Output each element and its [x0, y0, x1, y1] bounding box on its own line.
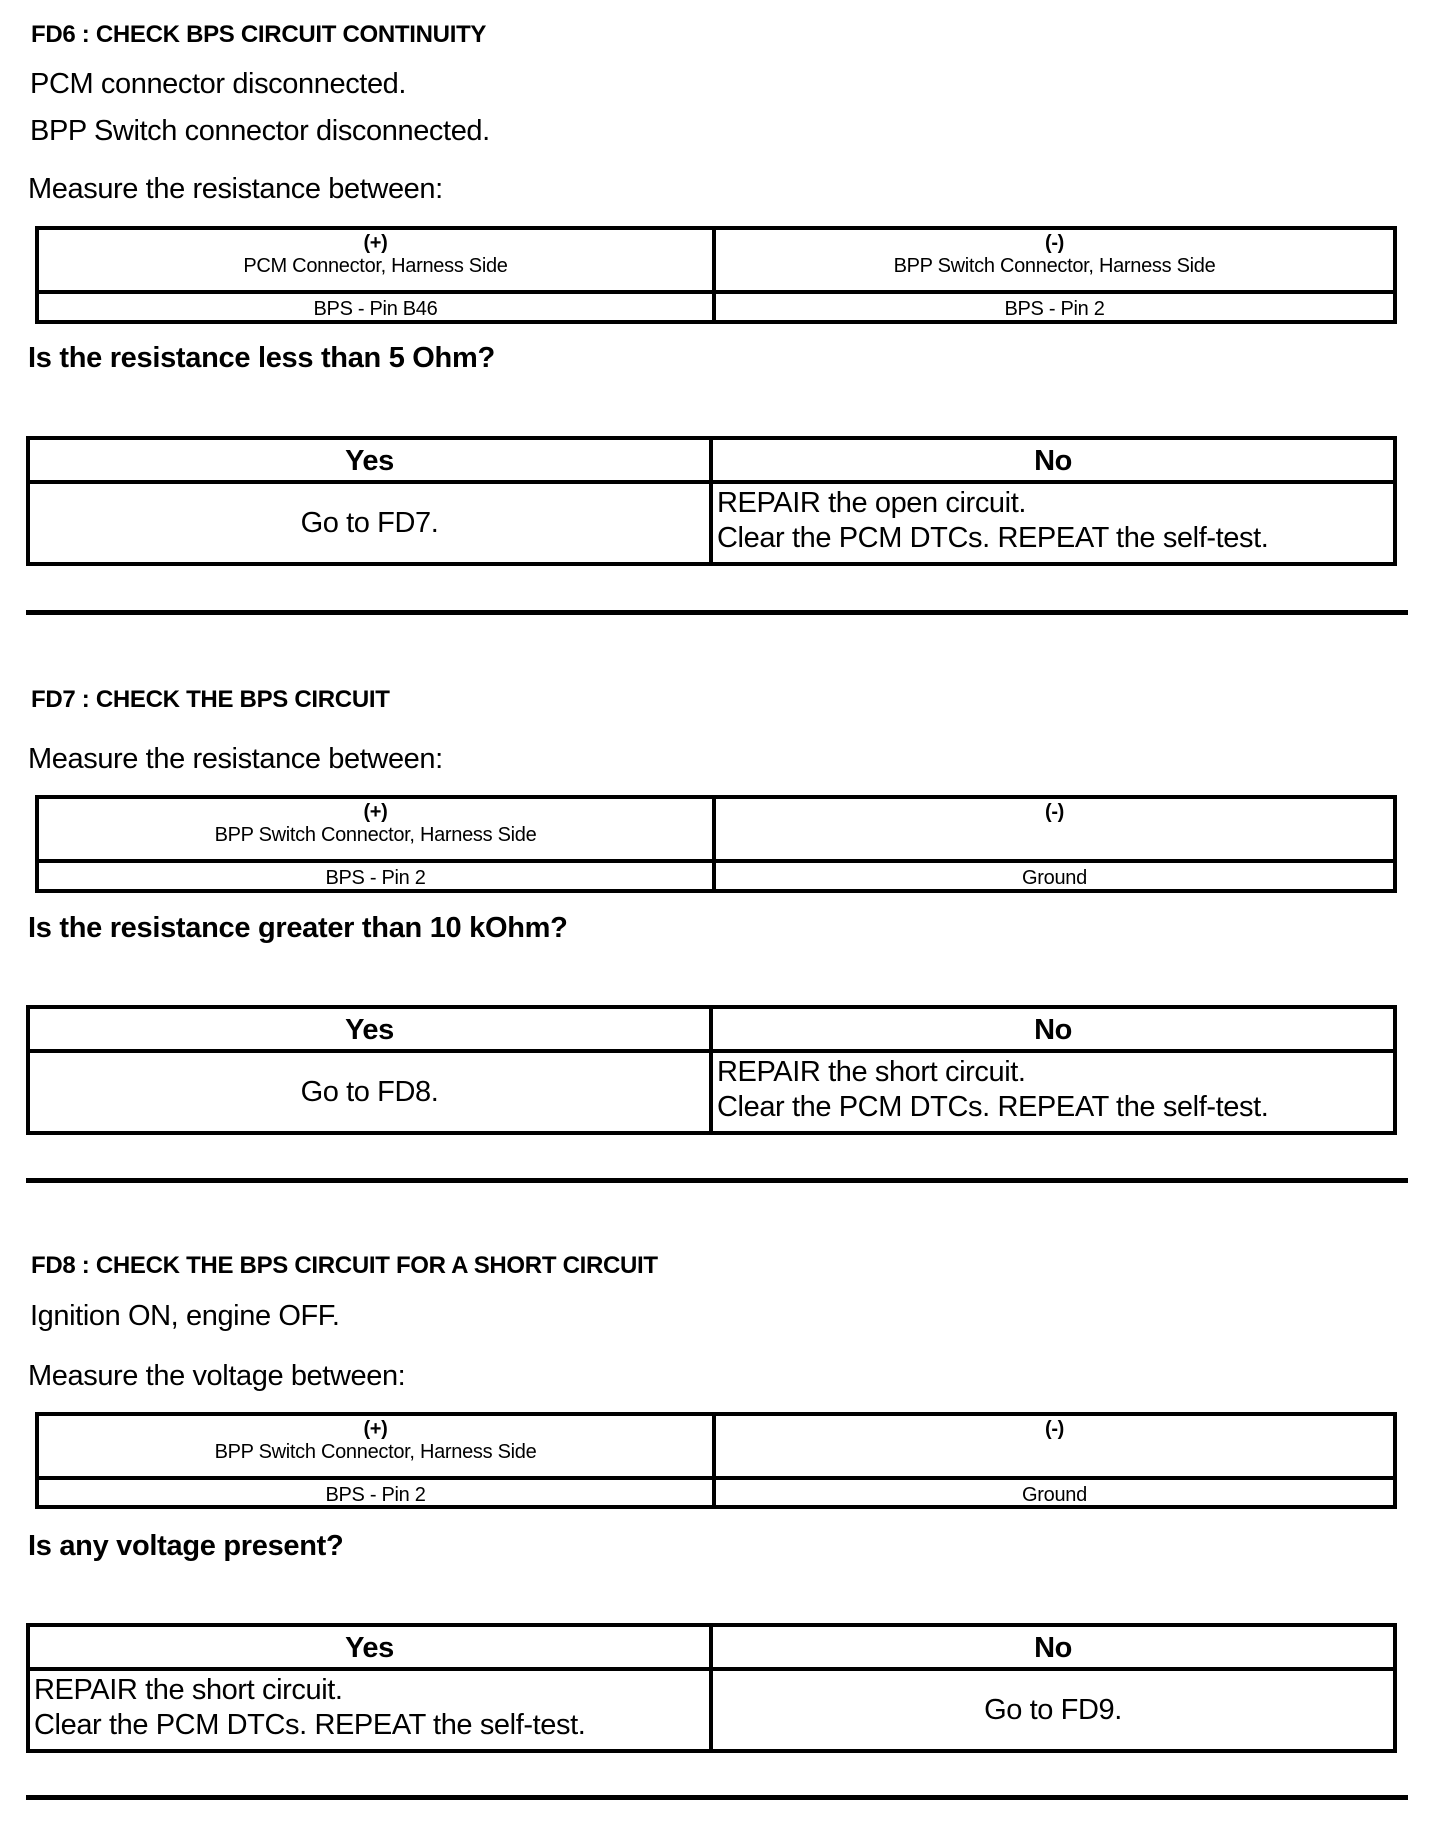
- result-body-row: [30, 1049, 1393, 1131]
- yes-header: Yes: [30, 440, 713, 480]
- negative-sign: (-): [1044, 801, 1065, 823]
- no-header: No: [1034, 445, 1072, 477]
- negative-probe-cell: [716, 1416, 1393, 1476]
- question-text: Is the resistance greater than 10 kOhm?: [28, 912, 568, 944]
- yes-action: [30, 1053, 713, 1131]
- negative-probe-cell: [716, 799, 1393, 859]
- yes-header: Yes: [30, 1627, 713, 1667]
- result-header-row: [30, 1009, 1393, 1049]
- question-text: Is any voltage present?: [28, 1530, 344, 1562]
- section-heading: FD6 : CHECK BPS CIRCUIT CONTINUITY: [31, 21, 487, 48]
- positive-connector-label: PCM Connector, Harness Side: [243, 255, 508, 277]
- positive-connector-label: BPP Switch Connector, Harness Side: [214, 824, 537, 846]
- positive-sign: (+): [363, 232, 388, 254]
- positive-probe-cell: [39, 230, 716, 290]
- section-heading: FD7 : CHECK THE BPS CIRCUIT: [31, 686, 390, 713]
- no-action: [713, 1671, 1393, 1749]
- negative-probe-cell: [716, 230, 1393, 290]
- no-action-line: Go to FD9.: [984, 1693, 1122, 1726]
- section-divider: [26, 1795, 1408, 1800]
- condition-text: Ignition ON, engine OFF.: [30, 1300, 340, 1332]
- result-body-row: [30, 1667, 1393, 1749]
- condition-text: PCM connector disconnected.: [30, 68, 407, 100]
- positive-sign: (+): [363, 1418, 388, 1440]
- instruction-text: Measure the resistance between:: [28, 743, 443, 775]
- instruction-text: Measure the resistance between:: [28, 173, 443, 205]
- positive-pin: BPS - Pin B46: [39, 294, 716, 320]
- result-header-row: [30, 440, 1393, 480]
- condition-text: BPP Switch connector disconnected.: [30, 115, 490, 147]
- negative-pin: Ground: [1022, 1484, 1087, 1506]
- measurement-pin-row: [39, 1476, 1393, 1505]
- yes-action-line: REPAIR the short circuit.: [34, 1674, 343, 1706]
- section-divider: [26, 610, 1408, 615]
- result-table: [26, 1623, 1397, 1753]
- negative-pin: Ground: [1022, 867, 1087, 889]
- no-action-line: Clear the PCM DTCs. REPEAT the self-test.: [717, 522, 1269, 554]
- no-header: No: [1034, 1632, 1072, 1664]
- yes-action: [30, 1671, 713, 1749]
- measurement-table: [35, 226, 1397, 324]
- negative-connector-label: BPP Switch Connector, Harness Side: [893, 255, 1216, 277]
- result-body-row: [30, 480, 1393, 562]
- positive-pin: BPS - Pin 2: [39, 1480, 716, 1505]
- negative-pin: BPS - Pin 2: [1004, 298, 1105, 320]
- question-text: Is the resistance less than 5 Ohm?: [28, 342, 495, 374]
- positive-sign: (+): [363, 801, 388, 823]
- positive-probe-cell: [39, 1416, 716, 1476]
- yes-header: Yes: [30, 1009, 713, 1049]
- no-action: [713, 484, 1393, 562]
- measurement-header-row: [39, 799, 1393, 859]
- section-heading: FD8 : CHECK THE BPS CIRCUIT FOR A SHORT CIRCUIT: [31, 1252, 658, 1279]
- yes-action: [30, 484, 713, 562]
- measurement-header-row: [39, 1416, 1393, 1476]
- positive-probe-cell: [39, 799, 716, 859]
- yes-action-line: Go to FD7.: [300, 506, 439, 539]
- no-action-line: REPAIR the open circuit.: [717, 487, 1027, 519]
- result-header-row: [30, 1627, 1393, 1667]
- result-table: [26, 436, 1397, 566]
- negative-connector-label: [716, 823, 1393, 847]
- measurement-pin-row: [39, 859, 1393, 889]
- negative-sign: (-): [1044, 232, 1065, 254]
- yes-action-line: Go to FD8.: [300, 1075, 439, 1108]
- negative-connector-label: [716, 1440, 1393, 1464]
- measurement-table: [35, 1412, 1397, 1509]
- section-divider: [26, 1178, 1408, 1183]
- no-action-line: REPAIR the short circuit.: [717, 1056, 1026, 1088]
- yes-action-line: Clear the PCM DTCs. REPEAT the self-test.: [34, 1709, 586, 1741]
- positive-connector-label: BPP Switch Connector, Harness Side: [214, 1441, 537, 1463]
- no-header: No: [1034, 1014, 1072, 1046]
- result-table: [26, 1005, 1397, 1135]
- positive-pin: BPS - Pin 2: [39, 863, 716, 889]
- measurement-table: [35, 795, 1397, 893]
- measurement-pin-row: [39, 290, 1393, 320]
- measurement-header-row: [39, 230, 1393, 290]
- no-action-line: Clear the PCM DTCs. REPEAT the self-test.: [717, 1091, 1269, 1123]
- instruction-text: Measure the voltage between:: [28, 1360, 406, 1392]
- negative-sign: (-): [1044, 1418, 1065, 1440]
- no-action: [713, 1053, 1393, 1131]
